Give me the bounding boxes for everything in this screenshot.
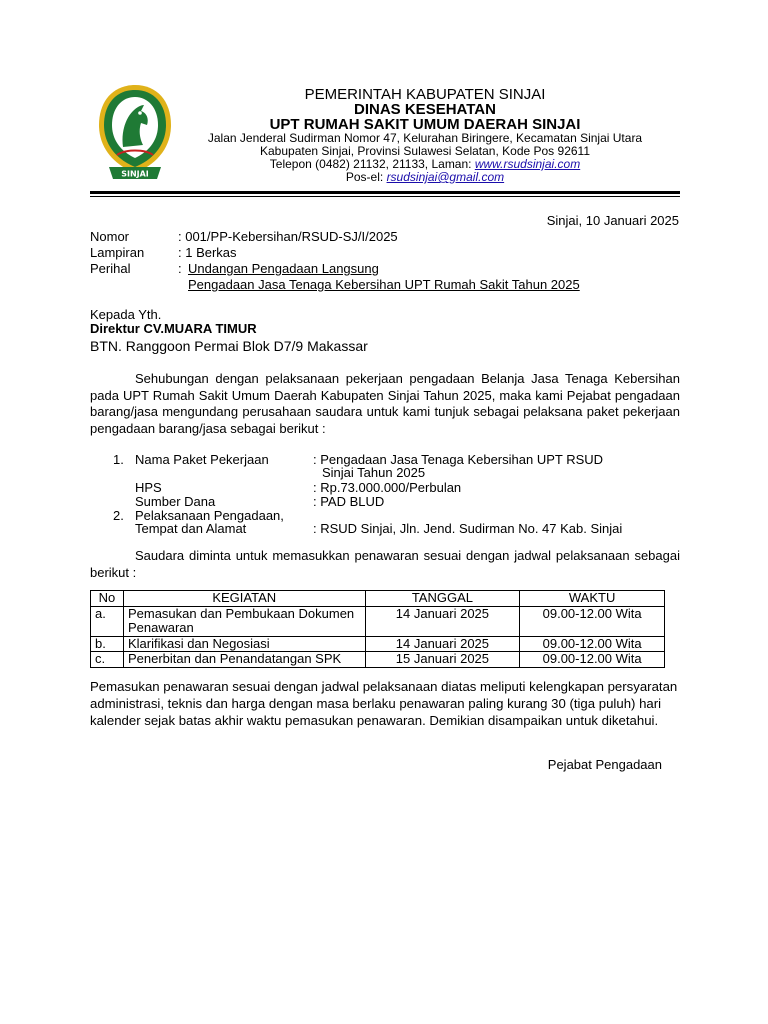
sinjai-crest-logo [95, 83, 175, 183]
perihal-label: Perihal [90, 261, 131, 276]
letterhead-government: PEMERINTAH KABUPATEN SINJAI [304, 86, 546, 103]
row-kegiatan: Klarifikasi dan Negosiasi [123, 636, 365, 652]
letterhead-rule-thick [90, 191, 680, 194]
detail-hps-value: : Rp.73.000.000/Perbulan [313, 480, 462, 495]
header-tanggal: TANGGAL [365, 591, 520, 607]
detail-item1-value: : Pengadaan Jasa Tenaga Kebersihan UPT RSUD [313, 452, 604, 467]
intro-text: Sehubungan dengan pelaksanaan pekerjaan pengadaan Belanja Jasa Tenaga Kebersihan pada UPT Rumah Sakit Umum Daerah Kabupaten Sinjai Tahun 2025, maka kami Pejabat pengadaan barang/jasa mengundang perusahaan saudara untuk kami tunjuk sebagai pelaksana paket pekerjaan pengadaan barang/jasa sebagai berikut : [90, 371, 680, 436]
row-waktu: 09.00-12.00 Wita [520, 636, 665, 652]
row-no: a. [91, 606, 124, 636]
row-tanggal: 14 Januari 2025 [365, 606, 520, 636]
perihal-value-line2: Pengadaan Jasa Tenaga Kebersihan UPT Rumah Sakit Tahun 2025 [188, 277, 580, 292]
letterhead-rule-thin [90, 196, 680, 197]
nomor-label: Nomor [90, 229, 130, 244]
detail-item2-value: : RSUD Sinjai, Jln. Jend. Sudirman No. 47 Kab. Sinjai [313, 521, 623, 536]
row-tanggal: 14 Januari 2025 [365, 636, 520, 652]
detail-item2-number: 2. [113, 508, 124, 523]
schedule-table [90, 590, 665, 668]
row-tanggal: 15 Januari 2025 [365, 652, 520, 668]
detail-item2-label-line2: Tempat dan Alamat [135, 521, 247, 536]
letterhead-agency: DINAS KESEHATAN [354, 101, 496, 118]
row-kegiatan: Pemasukan dan Pembukaan Dokumen Penawaran [123, 606, 365, 636]
lampiran-label: Lampiran [90, 245, 145, 260]
recipient-greeting: Kepada Yth. [90, 307, 162, 322]
header-no: No [91, 591, 124, 607]
closing-paragraph: Pemasukan penawaran sesuai dengan jadwal pelaksanaan diatas meliputi kelengkapan persyaratan administrasi, teknis dan harga dengan masa berlaku penawaran paling kurang 30 (tiga puluh) hari kalender sejak batas akhir waktu pemasukan penawaran. Demikian disampaikan untuk diketahui. [90, 679, 678, 728]
nomor-value: : 001/PP-Kebersihan/RSUD-SJ/I/2025 [178, 229, 398, 244]
letterhead-hospital: UPT RUMAH SAKIT UMUM DAERAH SINJAI [269, 116, 581, 133]
recipient-name: Direktur CV.MUARA TIMUR [90, 321, 257, 336]
email-link[interactable]: rsudsinjai@gmail.com [386, 170, 505, 184]
detail-item1-label: Nama Paket Pekerjaan [135, 452, 269, 467]
schedule-intro [90, 548, 680, 581]
letterhead-email [180, 170, 670, 184]
letterhead-contact [180, 157, 670, 171]
intro-paragraph [90, 371, 680, 437]
header-kegiatan: KEGIATAN [123, 591, 365, 607]
row-kegiatan: Penerbitan dan Penandatangan SPK [123, 652, 365, 668]
schedule-intro-text: Saudara diminta untuk memasukkan penawaran sesuai dengan jadwal pelaksanaan sebagai berikut : [90, 548, 680, 580]
header-waktu: WAKTU [520, 591, 665, 607]
perihal-colon: : [178, 261, 182, 276]
schedule-header-row [91, 591, 665, 607]
detail-hps-label: HPS [135, 480, 162, 495]
table-row [91, 652, 665, 668]
letter-date: Sinjai, 10 Januari 2025 [546, 213, 679, 228]
letterhead-address-line1: Jalan Jenderal Sudirman Nomor 47, Kelurahan Biringere, Kecamatan Sinjai Utara [207, 131, 643, 145]
website-link[interactable]: www.rsudsinjai.com [474, 157, 581, 171]
detail-item1-value-cont: Sinjai Tahun 2025 [322, 465, 426, 480]
letterhead-address-line2: Kabupaten Sinjai, Provinsi Sulawesi Selatan, Kode Pos 92611 [260, 144, 590, 158]
table-row [91, 606, 665, 636]
phone-text: Telepon (0482) 21132, 21133, Laman: [269, 157, 475, 171]
logo-text: SINJAI [121, 169, 149, 179]
detail-sumber-value: : PAD BLUD [313, 494, 385, 509]
recipient-address: BTN. Ranggoon Permai Blok D7/9 Makassar [90, 338, 368, 354]
signature-title: Pejabat Pengadaan [547, 757, 662, 772]
lampiran-value: : 1 Berkas [178, 245, 237, 260]
detail-sumber-label: Sumber Dana [135, 494, 216, 509]
email-label: Pos-el: [345, 170, 387, 184]
detail-item2-label-line1: Pelaksanaan Pengadaan, [135, 508, 284, 523]
perihal-value-line1: Undangan Pengadaan Langsung [188, 261, 379, 276]
row-no: b. [91, 636, 124, 652]
table-row [91, 636, 665, 652]
row-no: c. [91, 652, 124, 668]
row-waktu: 09.00-12.00 Wita [520, 606, 665, 636]
detail-item1-number: 1. [113, 452, 124, 467]
row-waktu: 09.00-12.00 Wita [520, 652, 665, 668]
